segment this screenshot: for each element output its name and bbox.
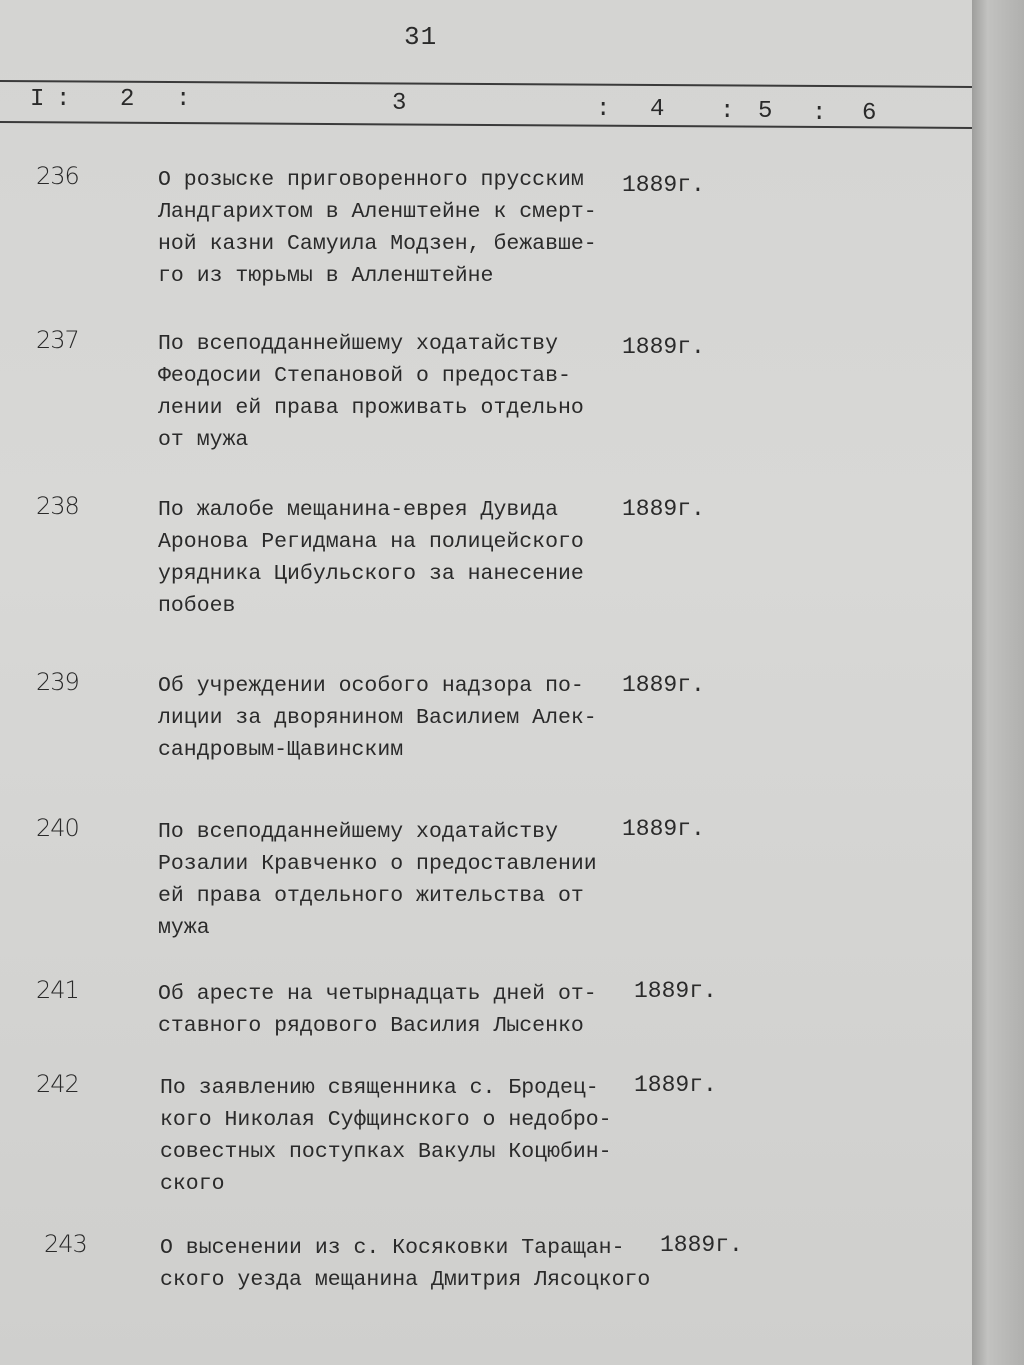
record-number: 240 xyxy=(36,814,79,842)
column-header-4: 4 xyxy=(650,96,665,123)
column-separator: : xyxy=(812,100,827,127)
record-number: 243 xyxy=(44,1230,87,1258)
record-description: О розыске приговоренного прусским Ландгарихтом в Аленштейне к смерт- ной казни Самуила Модзен, бежавше- го из тюрьмы в Алленштейне xyxy=(158,168,597,288)
column-header-5: 5 xyxy=(758,98,773,125)
record-number: 237 xyxy=(36,326,79,354)
record-number: 242 xyxy=(36,1070,79,1098)
column-separator: : xyxy=(596,96,611,123)
record-description: По заявлению священника с. Бродец- кого Николая Суфщинского о недобро- совестных поступках Вакулы Коцюбин- ского xyxy=(160,1076,612,1196)
record-year: 1889г. xyxy=(634,1072,717,1098)
record-number: 238 xyxy=(36,492,79,520)
column-separator: : xyxy=(56,86,71,113)
column-header-3: 3 xyxy=(392,90,407,117)
record-description: По всеподданнейшему ходатайству Розалии Кравченко о предоставлении ей права отдельного жительства от мужа xyxy=(158,820,597,940)
record-description: О высенении из с. Косяковки Таращан- ского уезда мещанина Дмитрия Лясоцкого xyxy=(160,1236,651,1292)
record-number: 241 xyxy=(36,976,79,1004)
record-year: 1889г. xyxy=(622,172,705,198)
page-number: 31 xyxy=(404,22,438,52)
record-description: Об аресте на четырнадцать дней от- ставного рядового Василия Лысенко xyxy=(158,982,597,1038)
column-header-6: 6 xyxy=(862,100,877,127)
record-description: По всеподданнейшему ходатайству Феодосии Степановой о предостав- лении ей права проживать отдельно от мужа xyxy=(158,332,584,452)
column-separator: : xyxy=(176,86,191,113)
record-year: 1889г. xyxy=(660,1232,743,1258)
page-edge xyxy=(972,0,1024,1365)
record-year: 1889г. xyxy=(634,978,717,1004)
column-header-2: 2 xyxy=(120,86,135,113)
column-header-1: I xyxy=(30,86,45,113)
record-year: 1889г. xyxy=(622,496,705,522)
record-number: 239 xyxy=(36,668,79,696)
header-rule-top xyxy=(0,80,972,88)
record-number: 236 xyxy=(36,162,79,190)
record-year: 1889г. xyxy=(622,672,705,698)
record-description: По жалобе мещанина-еврея Дувида Аронова Регидмана на полицейского урядника Цибульского за нанесение побоев xyxy=(158,498,584,618)
record-year: 1889г. xyxy=(622,816,705,842)
record-year: 1889г. xyxy=(622,334,705,360)
column-separator: : xyxy=(720,98,735,125)
record-description: Об учреждении особого надзора по- лиции за дворянином Василием Алек- сандровым-Щавинским xyxy=(158,674,597,762)
